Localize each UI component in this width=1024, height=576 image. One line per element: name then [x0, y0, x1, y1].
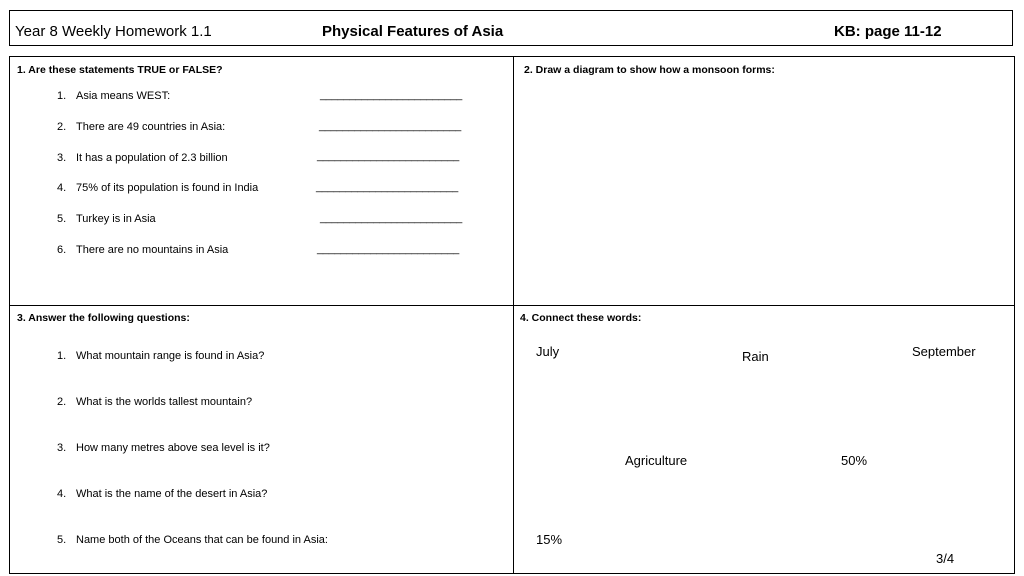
header-class-title: Year 8 Weekly Homework 1.1 [15, 23, 212, 40]
page-number: 3/4 [936, 551, 955, 566]
q4-word-15-percent[interactable]: 15% [536, 532, 563, 547]
grid-divider-vertical [513, 57, 514, 573]
header-page-reference: KB: page 11-12 [834, 23, 942, 40]
grid-divider-horizontal [10, 305, 1014, 306]
q1-statement: 2. There are 49 countries in Asia: [57, 121, 226, 133]
worksheet-header [9, 10, 1013, 46]
q1-statement: 5. Turkey is in Asia [57, 213, 156, 225]
q1-statement: 1. Asia means WEST: [57, 90, 171, 102]
q1-statement: 3. It has a population of 2.3 billion [57, 152, 228, 164]
q2-title: 2. Draw a diagram to show how a monsoon forms: [524, 64, 775, 76]
q1-answer-line[interactable]: ________________________ [316, 181, 459, 193]
q4-word-september[interactable]: September [912, 344, 976, 359]
q3-question: 3. How many metres above sea level is it? [57, 442, 270, 454]
q1-statement: 6. There are no mountains in Asia [57, 244, 229, 256]
header-topic-title: Physical Features of Asia [322, 23, 504, 40]
q3-question: 5. Name both of the Oceans that can be found in Asia: [57, 534, 328, 546]
question-grid [9, 56, 1015, 574]
q1-title: 1. Are these statements TRUE or FALSE? [17, 64, 223, 76]
q4-title: 4. Connect these words: [520, 312, 642, 324]
q4-word-rain[interactable]: Rain [742, 349, 769, 364]
q4-word-50-percent[interactable]: 50% [841, 453, 868, 468]
q3-question: 4. What is the name of the desert in Asia? [57, 488, 268, 500]
q2-drawing-area[interactable] [516, 81, 1010, 301]
q1-statement: 4. 75% of its population is found in India [57, 182, 259, 194]
q4-word-agriculture[interactable]: Agriculture [625, 453, 688, 468]
q1-answer-line[interactable]: ________________________ [317, 150, 460, 162]
q3-question: 2. What is the worlds tallest mountain? [57, 396, 253, 408]
q1-answer-line[interactable]: ________________________ [320, 89, 463, 101]
q1-answer-line[interactable]: ________________________ [317, 243, 460, 255]
q1-answer-line[interactable]: ________________________ [319, 120, 462, 132]
q1-answer-line[interactable]: ________________________ [320, 212, 463, 224]
q4-word-july[interactable]: July [536, 344, 560, 359]
q3-title: 3. Answer the following questions: [17, 312, 190, 324]
q3-question: 1. What mountain range is found in Asia? [57, 350, 265, 362]
